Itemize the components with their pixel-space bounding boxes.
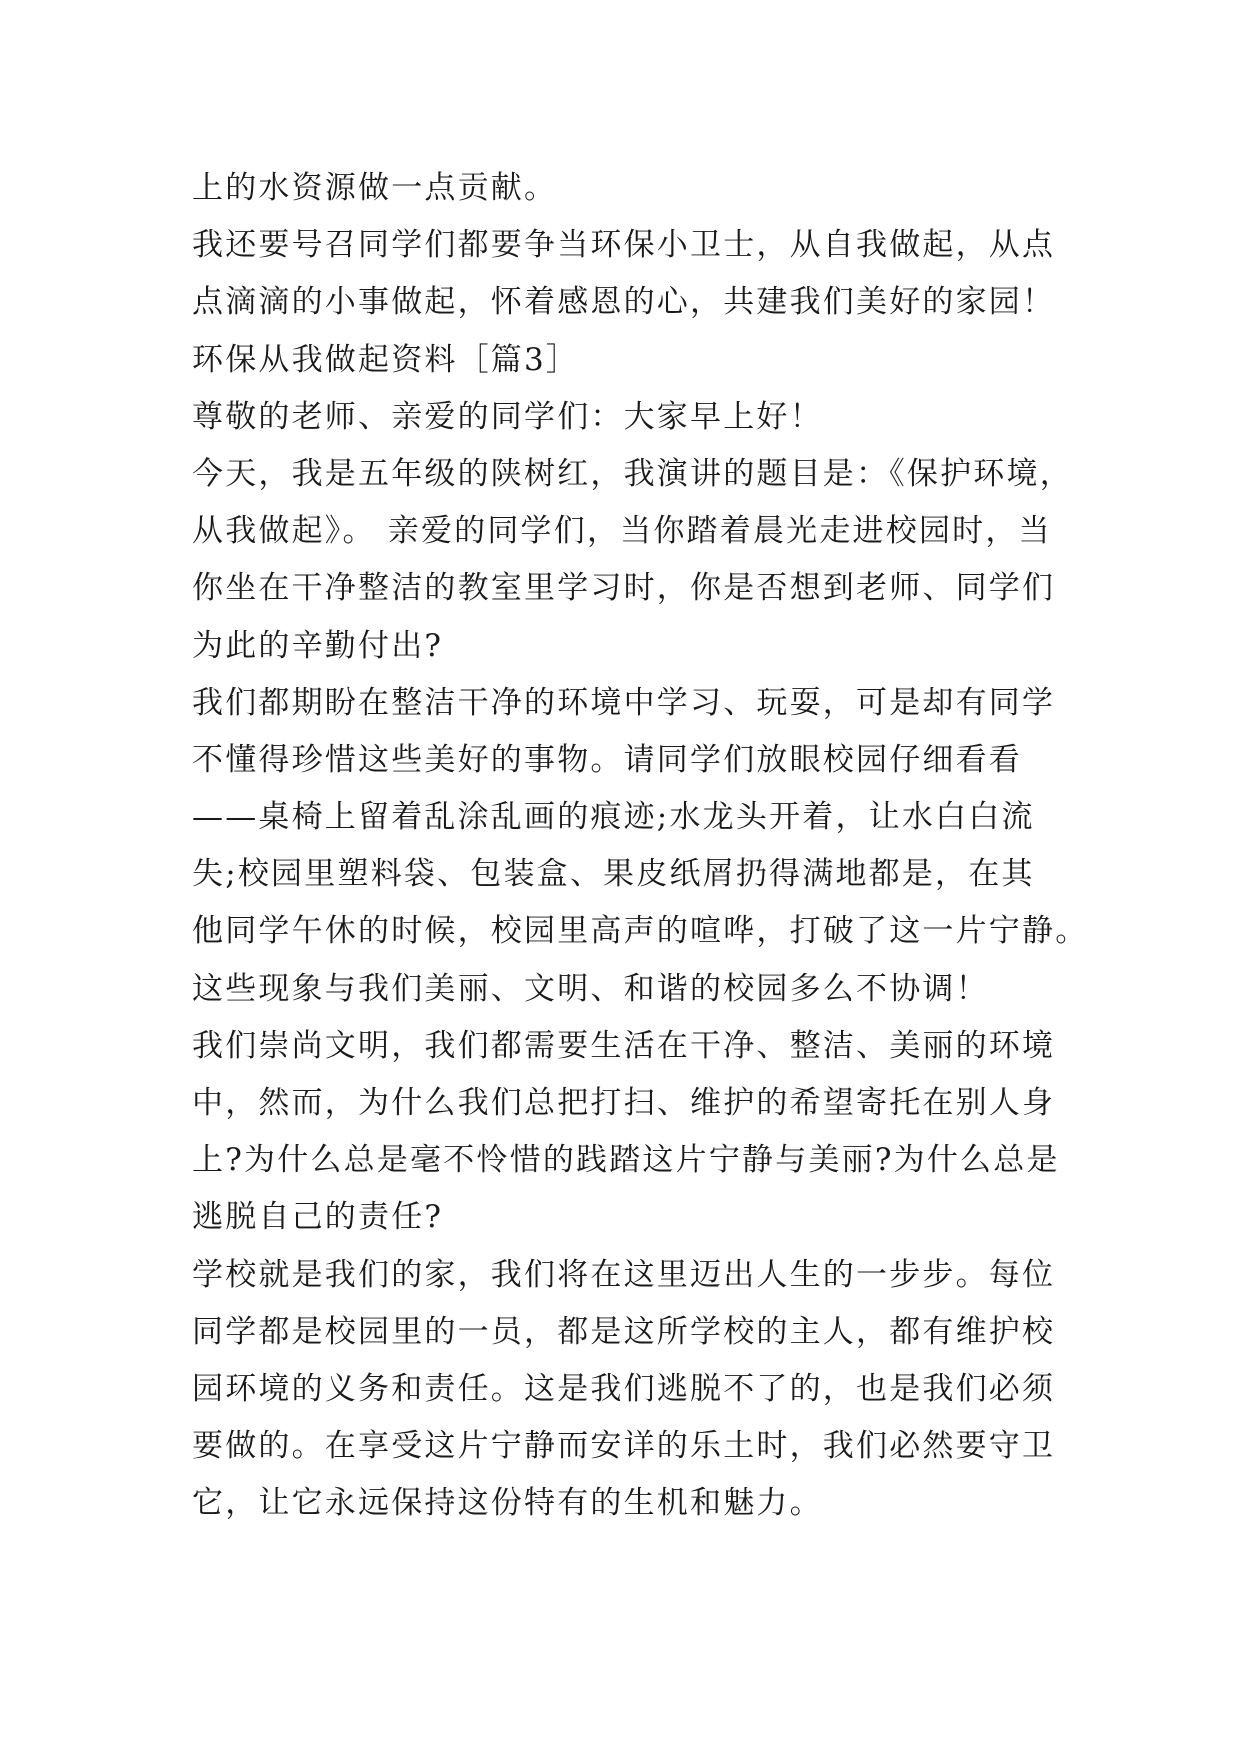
text-line: 尊敬的老师、亲爱的同学们：大家早上好！ [192,398,823,435]
text-line: 你坐在干净整洁的教室里学习时，你是否想到老师、同学们 [192,570,1056,607]
text-line: 为此的辛勤付出? [192,627,444,664]
text-line: 今天，我是五年级的陕树红，我演讲的题目是：《保护环境， [192,455,1073,492]
text-line: 上?为什么总是毫不怜惜的践踏这片宁静与美丽?为什么总是 [192,1142,1060,1179]
text-line: 园环境的义务和责任。这是我们逃脱不了的，也是我们必须 [192,1370,1056,1407]
text-line: 我们都期盼在整洁干净的环境中学习、玩耍，可是却有同学 [192,684,1056,721]
text-line: 我们崇尚文明，我们都需要生活在干净、整洁、美丽的环境 [192,1027,1056,1064]
text-line: 上的水资源做一点贡献。 [192,170,558,206]
text-line: 同学都是校园里的一员，都是这所学校的主人，都有维护校 [192,1313,1056,1350]
text-line: 从我做起》。 亲爱的同学们，当你踏着晨光走进校园时，当 [192,513,1052,550]
document-body [192,160,1089,1533]
text-line: 中，然而，为什么我们总把打扫、维护的希望寄托在别人身 [192,1085,1056,1121]
text-line: 学校就是我们的家，我们将在这里迈出人生的一步步。每位 [192,1256,1056,1293]
text-line: 点滴滴的小事做起，怀着感恩的心，共建我们美好的家园！ [192,284,1056,321]
text-line: 要做的。在享受这片宁静而安详的乐土时，我们必然要守卫 [192,1428,1056,1465]
text-line: 它，让它永远保持这份特有的生机和魅力。 [192,1485,823,1522]
section-heading: 环保从我做起资料［篇3］ [192,341,580,378]
text-line: 不懂得珍惜这些美好的事物。请同学们放眼校园仔细看看 [192,741,1022,778]
text-line: 他同学午休的时候，校园里高声的喧哗，打破了这一片宁静。 [192,913,1089,950]
text-line: 我还要号召同学们都要争当环保小卫士，从自我做起，从点 [192,227,1056,264]
text-line: 逃脱自己的责任? [192,1199,444,1236]
text-line: 这些现象与我们美丽、文明、和谐的校园多么不协调！ [192,970,989,1007]
text-line: 失;校园里塑料袋、包装盒、果皮纸屑扔得满地都是，在其 [192,856,1035,893]
text-line: ——桌椅上留着乱涂乱画的痕迹;水龙头开着，让水白白流 [192,799,1035,836]
